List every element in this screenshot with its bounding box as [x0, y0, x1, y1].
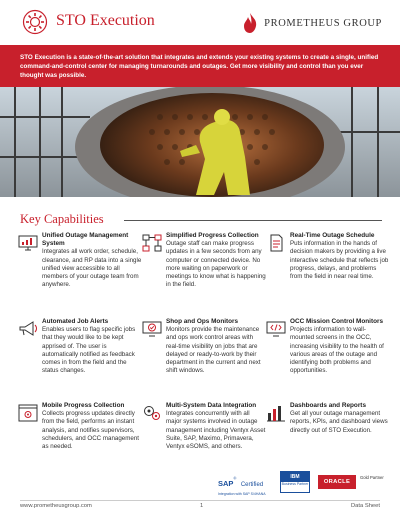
capability-title: Simplified Progress Collection [166, 232, 259, 239]
document-icon [266, 234, 286, 252]
ibm-badge [280, 471, 310, 493]
page-number: 1 [200, 503, 204, 509]
capability-title: OCC Mission Control Monitors [290, 318, 384, 325]
monitor-chart-icon [18, 234, 38, 252]
oracle-partner: Gold Partner [360, 475, 384, 480]
footer-divider [20, 500, 380, 501]
intro-banner [0, 45, 400, 87]
capability-title: Dashboards and Reports [290, 402, 366, 409]
divider [124, 220, 382, 221]
flowchart-icon [142, 234, 162, 252]
sap-certified: Certified [240, 482, 264, 488]
capability-text: Puts information in the hands of decision makers by providing a live interactive schedule that reflects job progress, delays, and problems from the field in near real time. [290, 240, 389, 281]
capability-text: Enables users to flag specific jobs that they would like to be kept apprised of. The user is automatically notified as feedback comes in from the field and the status changes. [42, 326, 136, 375]
sap-badge: SAP® Certified Integration with SAP S/4HANA [218, 475, 266, 496]
intro-text: STO Execution is a state-of-the-art solution that integrates and extends your existing systems to create a single, unified command-and-control center for managing turnarounds and outages. Get more visibility and control than you ever thought was possible. [20, 54, 379, 79]
capability-text: Monitors provide the maintenance and ops work control areas with real-time visibility on jobs that are delayed or ready-to-work by their department in the current and next shift windows. [166, 326, 261, 375]
check-monitor-icon [142, 320, 162, 338]
capability-text: Get all your outage management reports, KPIs, and dashboard views directly out of STO Execution. [290, 410, 388, 434]
capability-title: Unified Outage Management System [42, 232, 129, 248]
oracle-logo: ORACLE [318, 475, 356, 489]
capability-title: Shop and Ops Monitors [166, 318, 239, 325]
capability-text: Integrates concurrently with all major systems involved in outage management including Ventyx Asset Suite, SAP, Maximo, Primavera, Ventyx eSOMS, and others. [166, 410, 266, 451]
document-type: Data Sheet [350, 503, 380, 509]
capability-text: Integrates all work order, schedule, clearance, and RP data into a single unified view accessible to all members of your outage team from anywhere. [42, 248, 142, 289]
partner-badges [218, 470, 388, 494]
flame-icon [241, 12, 259, 34]
brand-name: PROMETHEUS GROUP [264, 17, 382, 29]
capability-text: Outage staff can make progress updates in a few seconds from any computer or connected device. No more waiting on paperwork or meetings to know what is happening in the field. [166, 240, 266, 289]
brand-logo [241, 10, 382, 36]
ibm-partner: Business Partner [281, 482, 309, 486]
capability-title: Automated Job Alerts [42, 318, 109, 325]
mobile-gear-icon [18, 404, 38, 422]
section-title: Key Capabilities [20, 212, 104, 226]
capability-title: Mobile Progress Collection [42, 402, 125, 409]
gear-icon [22, 9, 48, 35]
sap-subtext: Integration with SAP S/4HANA [218, 492, 266, 496]
page-title: STO Execution [56, 12, 155, 29]
bar-chart-icon [266, 404, 286, 422]
capability-text: Collects progress updates directly from the field, performs an instant analysis, and notifies supervisors, schedulers, and OCC management as needed. [42, 410, 139, 451]
footer-url[interactable]: www.prometheusgroup.com [20, 503, 92, 509]
capability-title: Multi-System Data Integration [166, 402, 257, 409]
capability-text: Projects information to wall-mounted screens in the OCC, increasing visibility to the health of various areas of the outage and identifying both problems and opportunities. [290, 326, 384, 375]
header [0, 0, 400, 45]
code-monitor-icon [266, 320, 286, 338]
gears-icon [142, 404, 162, 422]
hero-photo [0, 87, 400, 197]
ibm-logo: IBM [281, 472, 309, 482]
capability-title: Real-Time Outage Schedule [290, 232, 375, 239]
megaphone-icon [18, 320, 38, 338]
sap-logo: SAP [218, 479, 234, 488]
key-capabilities-heading [20, 212, 382, 228]
